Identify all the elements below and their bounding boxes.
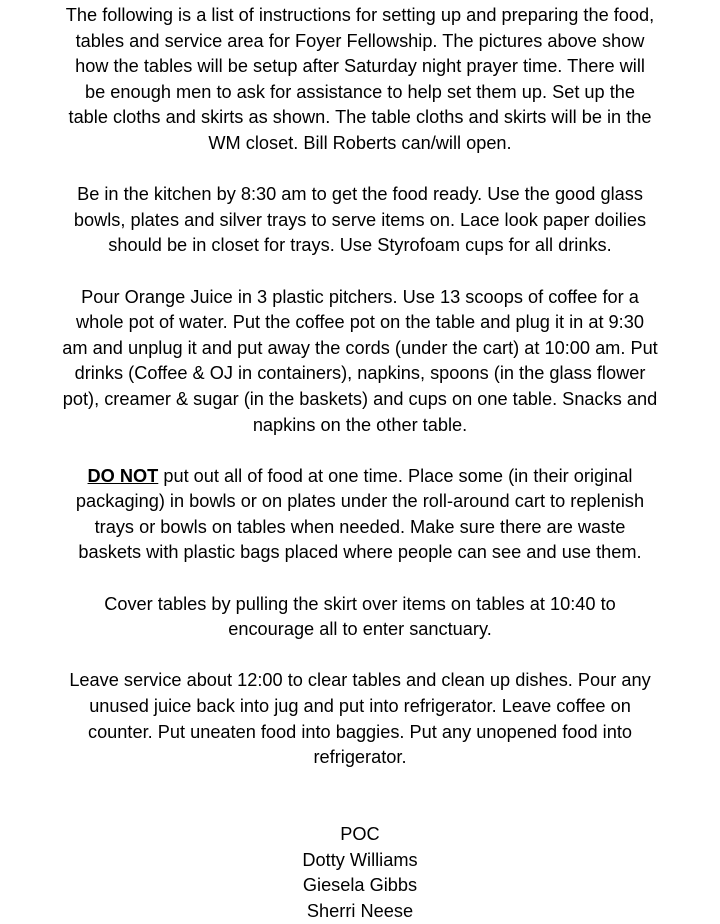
text-line: encourage all to enter sanctuary. bbox=[228, 619, 492, 640]
text-line: table cloths and skirts as shown. The table cloths and skirts will be in the bbox=[68, 107, 652, 128]
text-line: WM closet. Bill Roberts can/will open. bbox=[208, 132, 512, 153]
text-line: packaging) in bowls or on plates under the roll-around cart to replenish bbox=[75, 491, 645, 512]
text-line: should be in closet for trays. Use Styrofoam cups for all drinks. bbox=[108, 235, 612, 256]
paragraph-drinks bbox=[0, 285, 720, 439]
poc-heading: POC bbox=[340, 824, 380, 844]
text-line: am and unplug it and put away the cords (under the cart) at 10:00 am. Put bbox=[62, 337, 658, 358]
text-line: baskets with plastic bags placed where people can see and use them. bbox=[78, 542, 642, 563]
paragraph-kitchen bbox=[0, 182, 720, 259]
text-line: refrigerator. bbox=[313, 747, 407, 768]
text-line: how the tables will be setup after Saturday night prayer time. There will bbox=[75, 56, 645, 77]
text-line: Cover tables by pulling the skirt over items on tables at 10:40 to bbox=[104, 593, 616, 614]
text-line: unused juice back into jug and put into refrigerator. Leave coffee on bbox=[89, 696, 631, 717]
contact-name: Giesela Gibbs bbox=[302, 875, 418, 896]
text-line: tables and service area for Foyer Fellowship. The pictures above show bbox=[75, 30, 645, 51]
instructions-document bbox=[0, 3, 720, 924]
paragraph-setup bbox=[0, 3, 720, 157]
text-line: drinks (Coffee & OJ in containers), napkins, spoons (in the glass flower bbox=[74, 363, 646, 384]
text-line: napkins on the other table. bbox=[252, 414, 468, 435]
text-line: Pour Orange Juice in 3 plastic pitchers. Use 13 scoops of coffee for a bbox=[81, 286, 639, 307]
text-line: be enough men to ask for assistance to help set them up. Set up the bbox=[84, 81, 635, 102]
text-line: whole pot of water. Put the coffee pot on the table and plug it in at 9:30 bbox=[76, 312, 644, 333]
text-line: trays or bowls on tables when needed. Make sure there are waste bbox=[94, 516, 626, 537]
paragraph-cover-tables bbox=[0, 592, 720, 643]
text-line: counter. Put uneaten food into baggies. Put any unopened food into bbox=[87, 721, 633, 742]
text-line bbox=[0, 464, 720, 490]
paragraph-food-warning bbox=[0, 464, 720, 566]
contact-name: Sherri Neese bbox=[306, 900, 414, 921]
text-line: Leave service about 12:00 to clear tables and clean up dishes. Pour any bbox=[69, 670, 651, 691]
text-line: bowls, plates and silver trays to serve items on. Lace look paper doilies bbox=[73, 209, 647, 230]
text-fragment: put out all of food at one time. Place some (in their original bbox=[158, 465, 633, 486]
point-of-contact-block bbox=[0, 822, 720, 924]
contact-name: Dotty Williams bbox=[302, 849, 418, 870]
text-line: The following is a list of instructions for setting up and preparing the food, bbox=[65, 5, 655, 25]
do-not-emphasis: DO NOT bbox=[87, 465, 159, 486]
text-line: pot), creamer & sugar (in the baskets) and cups on one table. Snacks and bbox=[62, 388, 658, 409]
text-line: Be in the kitchen by 8:30 am to get the food ready. Use the good glass bbox=[77, 184, 643, 205]
paragraph-cleanup bbox=[0, 668, 720, 770]
